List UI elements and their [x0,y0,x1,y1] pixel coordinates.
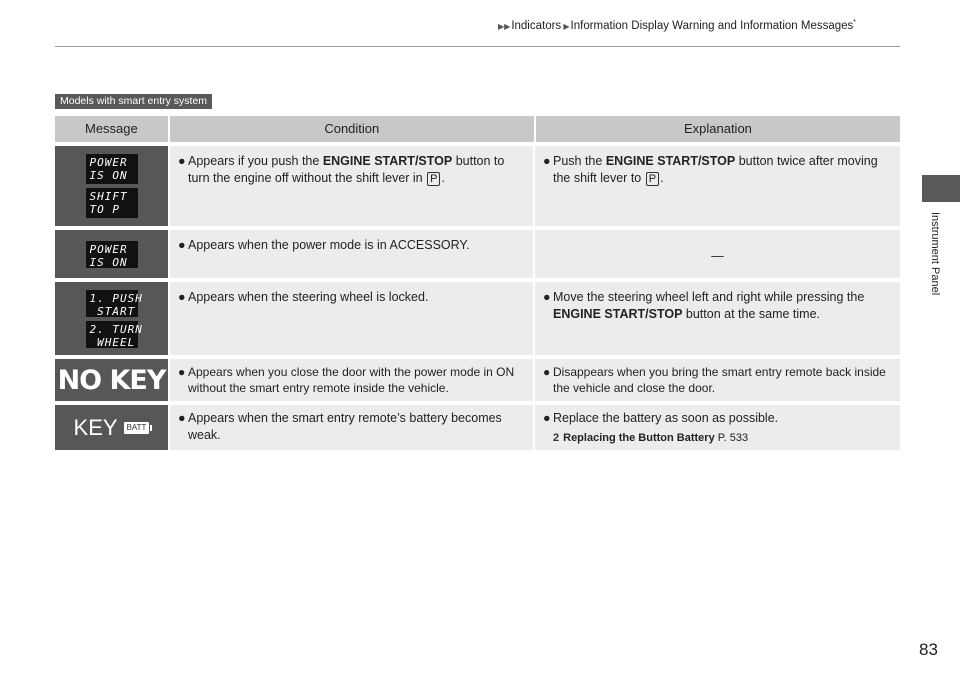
explanation-cell [533,146,898,226]
reference-arrow-icon: 2 [553,432,560,444]
explanation-text: button at the same time. [682,307,820,321]
lcd-power-on: POWER IS ON [86,154,138,184]
models-tag: Models with smart entry system [55,94,212,109]
bullet-icon: ● [543,290,551,304]
header-message: Message [84,121,138,136]
condition-cell [168,359,533,401]
bullet-icon: ● [543,365,551,379]
message-display [55,359,168,401]
table-row [55,226,900,278]
asterisk-mark: * [853,19,857,26]
explanation-text: Push the [553,154,606,168]
breadcrumb [498,19,856,32]
explanation-text: Move the steering wheel left and right while pressing the [553,290,865,304]
triangle-icon: ▶ [561,21,570,31]
breadcrumb-section[interactable]: Information Display Warning and Information Messages [570,19,854,32]
reference-label: Replacing the Button Battery [563,432,715,444]
condition-text: Appears if you push the [188,154,323,168]
side-section-label: Instrument Panel [929,212,941,296]
triangle-icon: ▶▶ [498,21,511,31]
condition-text: . [441,171,445,185]
button-name: ENGINE START/STOP [605,154,736,168]
bullet-icon: ● [178,411,186,425]
breadcrumb-indicators[interactable]: Indicators [511,19,562,32]
explanation-cell [533,405,898,450]
condition-cell [168,230,533,278]
bullet-icon: ● [178,238,186,252]
bullet-icon: ● [178,154,186,168]
condition-text: Appears when the smart entry remote’s battery becomes weak. [188,411,502,442]
header-explanation: Explanation [534,116,900,142]
bullet-icon: ● [543,411,551,425]
side-tab [922,175,960,202]
table-header [55,116,900,142]
explanation-cell [533,282,898,355]
header-rule [55,46,900,47]
table-row [55,355,900,401]
message-display [55,146,168,226]
header-condition: Condition [168,116,534,142]
cross-reference-link[interactable] [553,430,892,447]
no-key-display: NO KEY [57,364,166,396]
explanation-cell: — [533,230,898,278]
bullet-icon: ● [178,290,186,304]
message-display [55,230,168,278]
condition-text: button to turn the engine off without the shift lever in [188,154,505,185]
explanation-text: . [660,171,664,185]
key-battery-display [73,415,150,440]
table-row [55,401,900,450]
lcd-shift-to-p: SHIFT TO P [86,188,138,218]
condition-cell [168,282,533,355]
park-p-icon: P [646,172,659,186]
condition-text: Appears when you close the door with the power mode in ON without the smart entry remote inside the vehicle. [188,365,515,395]
condition-text: Appears when the power mode is in ACCESSORY. [188,238,470,252]
explanation-text: Disappears when you bring the smart entry remote back inside the vehicle and close the door. [553,365,886,395]
condition-cell [168,146,533,226]
messages-table [55,116,900,450]
message-display [55,405,168,450]
message-display [55,282,168,355]
table-row [55,142,900,226]
lcd-power-on: POWER IS ON [86,241,138,268]
park-p-icon: P [427,172,440,186]
explanation-text: Replace the battery as soon as possible. [553,411,779,425]
page-number: 83 [919,640,938,659]
table-row [55,278,900,355]
explanation-text: button twice after moving the shift lever to [553,154,878,185]
key-text: KEY [73,415,118,440]
bullet-icon: ● [178,365,186,379]
explanation-cell [533,359,898,401]
button-name: ENGINE START/STOP [322,154,453,168]
bullet-icon: ● [543,154,551,168]
reference-page: P. 533 [717,432,749,444]
condition-cell [168,405,533,450]
condition-text: Appears when the steering wheel is locked. [188,290,429,304]
lcd-turn-wheel: 2. TURN WHEEL [86,321,138,348]
battery-icon: BATT [124,422,150,434]
button-name: ENGINE START/STOP [553,307,683,321]
lcd-push-start: 1. PUSH START [86,290,138,317]
